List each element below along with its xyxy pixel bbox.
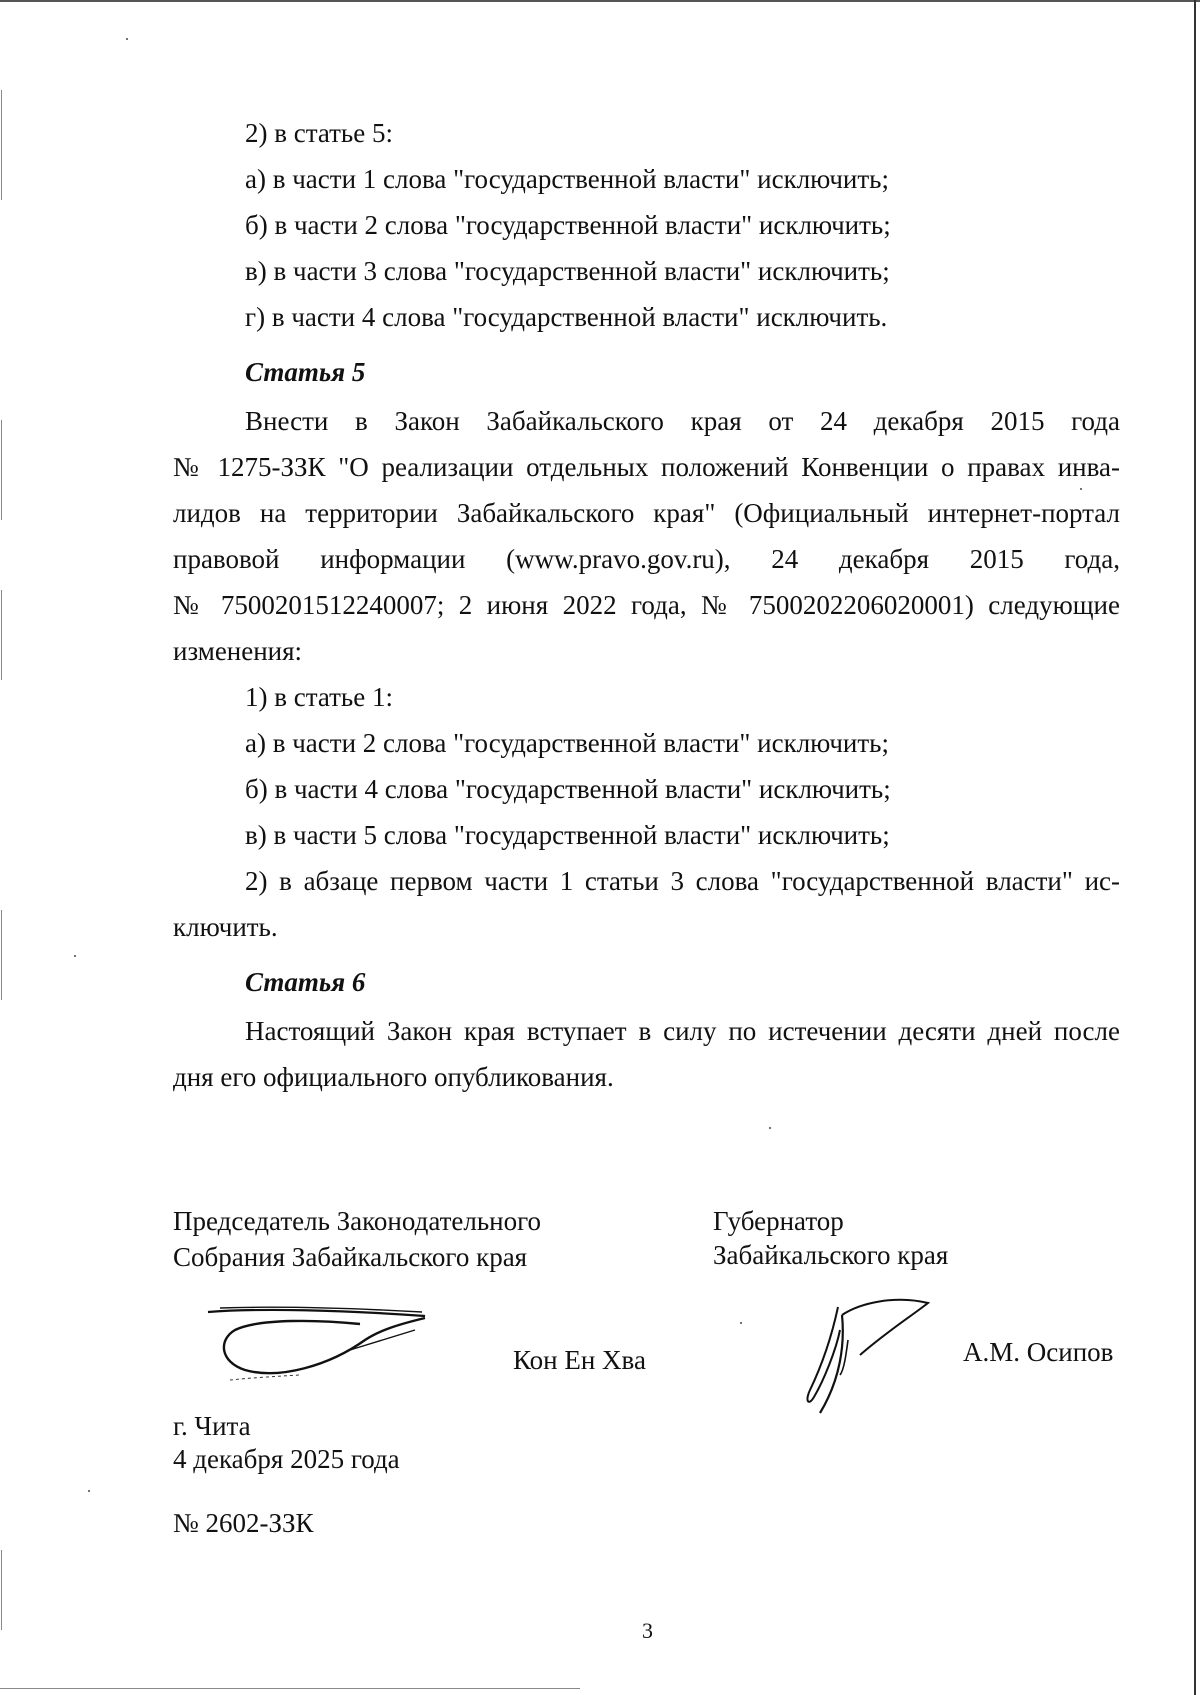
city: г. Чита	[173, 1411, 251, 1441]
chairman-title-line: Собрания Забайкальского края	[173, 1242, 528, 1272]
article5-item: в) в части 5 слова "государственной власти" исключить;	[245, 820, 890, 850]
scan-speck	[74, 955, 76, 957]
date: 4 декабря 2025 года	[173, 1444, 400, 1474]
governor-title-line: Забайкальского края	[713, 1240, 949, 1270]
governor-title-line: Губернатор	[713, 1206, 844, 1236]
governor-name: А.М. Осипов	[963, 1337, 1114, 1367]
article5-paragraph-line: № 1275-ЗЗК "О реализации отдельных положений Конвенции о правах инва-	[173, 452, 1120, 482]
chairman-signature	[200, 1300, 440, 1390]
scan-edge-left-mark	[1, 90, 2, 200]
article5-paragraph-line: Внести в Закон Забайкальского края от 24 декабря 2015 года	[245, 406, 1120, 436]
scan-speck	[88, 1490, 90, 1492]
article5-heading: Статья 5	[245, 357, 366, 387]
article5-item: 1) в статье 1:	[245, 682, 393, 712]
article5-paragraph-line: № 7500201512240007; 2 июня 2022 года, № 7500202206020001) следующие	[173, 590, 1120, 620]
scan-edge-right	[1194, 0, 1196, 1695]
article5-paragraph-line: правовой информации (www.pravo.gov.ru), 24 декабря 2015 года,	[173, 544, 1120, 574]
scan-edge-left-mark	[1, 420, 2, 520]
article5-item: б) в части 4 слова "государственной власти" исключить;	[245, 774, 891, 804]
scan-speck	[769, 1127, 771, 1129]
chairman-name: Кон Ен Хва	[513, 1345, 646, 1375]
law-number: № 2602-ЗЗК	[173, 1508, 314, 1538]
scan-edge-bottom	[0, 1688, 580, 1689]
article6-paragraph-line: дня его официального опубликования.	[173, 1062, 614, 1092]
article6-paragraph-line: Настоящий Закон края вступает в силу по истечении десяти дней после	[245, 1016, 1120, 1046]
article5-item2-line: ключить.	[173, 912, 278, 942]
article4-item: б) в части 2 слова "государственной власти" исключить;	[245, 210, 891, 240]
governor-signature	[800, 1295, 940, 1420]
scan-edge-top	[0, 0, 1200, 2]
page-number: 3	[642, 1618, 653, 1643]
article4-item: в) в части 3 слова "государственной власти" исключить;	[245, 256, 890, 286]
article4-item: а) в части 1 слова "государственной власти" исключить;	[245, 164, 889, 194]
article5-item: а) в части 2 слова "государственной власти" исключить;	[245, 728, 889, 758]
scan-speck	[740, 1322, 742, 1324]
article4-item: г) в части 4 слова "государственной власти" исключить.	[245, 302, 888, 332]
article4-item: 2) в статье 5:	[245, 118, 393, 148]
article5-item2-line: 2) в абзаце первом части 1 статьи 3 слова "государственной власти" ис-	[245, 866, 1120, 896]
scan-edge-left-mark	[1, 590, 2, 680]
article6-heading: Статья 6	[245, 967, 366, 997]
chairman-title-line: Председатель Законодательного	[173, 1206, 542, 1236]
article5-paragraph-line: лидов на территории Забайкальского края" (Официальный интернет-портал	[173, 498, 1120, 528]
scan-speck	[126, 38, 128, 40]
article5-paragraph-line: изменения:	[173, 636, 303, 666]
scan-edge-left-mark	[1, 910, 2, 1000]
scan-speck	[1080, 488, 1082, 490]
